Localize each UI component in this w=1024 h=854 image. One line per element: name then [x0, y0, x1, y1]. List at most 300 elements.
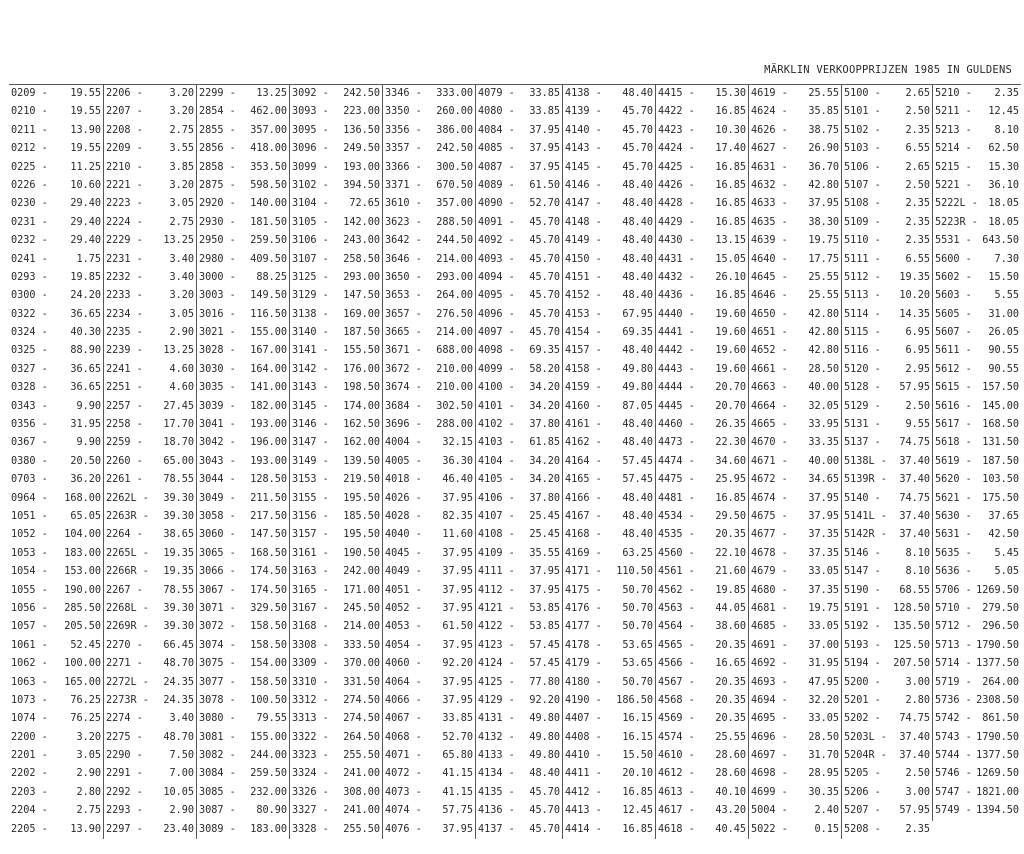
- price-value: 293.00: [436, 271, 473, 283]
- price-value: 3.85: [169, 161, 194, 173]
- price-value: 302.50: [436, 400, 473, 412]
- article-number: 4568 -: [658, 694, 695, 706]
- price-value: 158.50: [250, 639, 287, 651]
- price-row: [9, 508, 103, 526]
- price-row: [197, 765, 289, 783]
- price-row: [842, 361, 932, 379]
- price-value: 386.00: [436, 124, 473, 136]
- article-number: 4064 -: [385, 676, 422, 688]
- price-row: [656, 674, 748, 692]
- price-row: [656, 655, 748, 673]
- price-value: 20.70: [715, 382, 746, 394]
- price-row: [749, 582, 841, 600]
- price-row: [749, 526, 841, 544]
- price-row: [933, 471, 1021, 489]
- price-value: 19.35: [899, 271, 930, 283]
- price-row: [197, 692, 289, 710]
- price-value: 116.50: [250, 308, 287, 320]
- price-row: [197, 545, 289, 563]
- price-row: [104, 379, 196, 397]
- article-number: 3149 -: [292, 455, 329, 467]
- article-number: 1061 -: [11, 639, 48, 651]
- price-row: [563, 637, 655, 655]
- price-value: 48.40: [622, 253, 653, 265]
- price-value: 2.95: [905, 363, 930, 375]
- price-value: 49.80: [622, 363, 653, 375]
- article-number: 0367 -: [11, 437, 48, 449]
- article-number: 4697 -: [751, 750, 788, 762]
- price-row: [9, 195, 103, 213]
- price-value: 2.35: [994, 88, 1019, 99]
- article-number: 4151 -: [565, 271, 602, 283]
- article-number: 4535 -: [658, 529, 695, 541]
- price-value: 45.70: [622, 106, 653, 118]
- price-value: 77.80: [529, 676, 560, 688]
- price-value: 48.40: [622, 198, 653, 210]
- article-number: 5612 -: [935, 363, 972, 375]
- price-value: 28.60: [715, 768, 746, 780]
- price-value: 37.95: [529, 161, 560, 173]
- article-number: 4105 -: [478, 474, 515, 486]
- price-row: [383, 692, 475, 710]
- article-number: 4103 -: [478, 437, 515, 449]
- price-row: [842, 784, 932, 802]
- price-row: [749, 802, 841, 820]
- article-number: 4443 -: [658, 363, 695, 375]
- price-value: 48.40: [622, 510, 653, 522]
- price-row: [9, 379, 103, 397]
- article-number: 0210 -: [11, 106, 48, 118]
- price-value: 255.50: [343, 750, 380, 762]
- article-number: 5208 -: [844, 823, 881, 835]
- article-number: 4441 -: [658, 327, 695, 339]
- article-number: 3165 -: [292, 584, 329, 596]
- price-row: [563, 784, 655, 802]
- price-row: [290, 398, 382, 416]
- price-row: [197, 655, 289, 673]
- price-value: 34.65: [808, 474, 839, 486]
- price-value: 2.80: [905, 694, 930, 706]
- price-value: 11.60: [442, 529, 473, 541]
- article-number: 2260 -: [106, 455, 143, 467]
- price-value: 19.60: [715, 363, 746, 375]
- article-number: 3653 -: [385, 290, 422, 302]
- price-row: [290, 582, 382, 600]
- price-row: [383, 526, 475, 544]
- price-value: 288.50: [436, 216, 473, 228]
- price-row: [197, 600, 289, 618]
- price-row: [104, 545, 196, 563]
- price-row: [104, 563, 196, 581]
- price-value: 29.50: [715, 510, 746, 522]
- price-value: 259.50: [250, 768, 287, 780]
- price-row: [104, 214, 196, 232]
- article-number: 4413 -: [565, 805, 602, 817]
- article-number: 4066 -: [385, 694, 422, 706]
- price-value: 45.70: [529, 308, 560, 320]
- price-value: 48.70: [163, 658, 194, 670]
- article-number: 4175 -: [565, 584, 602, 596]
- price-row: [563, 416, 655, 434]
- price-row: [476, 765, 562, 783]
- article-number: 4563 -: [658, 602, 695, 614]
- price-value: 1377.50: [976, 750, 1019, 762]
- price-value: 182.00: [250, 400, 287, 412]
- price-row: [749, 600, 841, 618]
- price-value: 2.75: [169, 216, 194, 228]
- article-number: 5207 -: [844, 805, 881, 817]
- price-value: 48.40: [622, 492, 653, 504]
- price-row: [933, 159, 1021, 177]
- price-value: 34.60: [715, 455, 746, 467]
- price-value: 3.20: [169, 179, 194, 191]
- price-row: [563, 85, 655, 103]
- price-value: 21.60: [715, 566, 746, 578]
- price-row: [749, 214, 841, 232]
- price-value: 39.30: [163, 510, 194, 522]
- article-number: 1054 -: [11, 566, 48, 578]
- price-value: 244.50: [436, 235, 473, 247]
- article-number: 2235 -: [106, 327, 143, 339]
- price-value: 90.55: [988, 363, 1019, 375]
- price-row: [476, 821, 562, 839]
- price-row: [656, 637, 748, 655]
- article-number: 4567 -: [658, 676, 695, 688]
- price-value: 409.50: [250, 253, 287, 265]
- price-row: [290, 545, 382, 563]
- price-row: [104, 710, 196, 728]
- price-value: 16.85: [715, 161, 746, 173]
- article-number: 5221 -: [935, 179, 972, 191]
- price-value: 37.95: [442, 566, 473, 578]
- price-value: 308.00: [343, 786, 380, 798]
- price-column: [655, 85, 748, 839]
- article-number: 2262L -: [106, 492, 149, 504]
- price-row: [656, 545, 748, 563]
- price-row: [197, 324, 289, 342]
- price-row: [9, 416, 103, 434]
- price-row: [476, 251, 562, 269]
- price-value: 149.50: [250, 290, 287, 302]
- price-row: [749, 453, 841, 471]
- price-value: 168.00: [64, 492, 101, 504]
- price-row: [9, 398, 103, 416]
- price-row: [656, 122, 748, 140]
- price-value: 135.50: [893, 621, 930, 633]
- article-number: 4159 -: [565, 382, 602, 394]
- price-value: 214.00: [343, 621, 380, 633]
- article-number: 4052 -: [385, 602, 422, 614]
- price-value: 264.00: [982, 676, 1019, 688]
- price-value: 3.55: [169, 143, 194, 155]
- article-number: 4054 -: [385, 639, 422, 651]
- price-row: [290, 747, 382, 765]
- price-row: [749, 508, 841, 526]
- article-number: 4442 -: [658, 345, 695, 357]
- article-number: 4407 -: [565, 713, 602, 725]
- price-row: [383, 765, 475, 783]
- price-value: 154.00: [250, 658, 287, 670]
- price-value: 4.60: [169, 363, 194, 375]
- price-row: [290, 103, 382, 121]
- price-row: [197, 453, 289, 471]
- price-value: 38.75: [808, 124, 839, 136]
- price-row: [197, 784, 289, 802]
- price-value: 16.85: [715, 216, 746, 228]
- price-value: 8.10: [905, 547, 930, 559]
- price-row: [933, 765, 1021, 783]
- price-row: [290, 453, 382, 471]
- price-row: [563, 453, 655, 471]
- price-value: 19.85: [70, 271, 101, 283]
- price-row: [197, 379, 289, 397]
- price-value: 4.60: [169, 382, 194, 394]
- article-number: 2293 -: [106, 805, 143, 817]
- price-value: 6.55: [905, 143, 930, 155]
- price-row: [383, 287, 475, 305]
- article-number: 5101 -: [844, 106, 881, 118]
- price-row: [933, 379, 1021, 397]
- price-row: [476, 103, 562, 121]
- article-number: 4460 -: [658, 419, 695, 431]
- price-row: [656, 618, 748, 636]
- price-value: 293.00: [343, 271, 380, 283]
- article-number: 4411 -: [565, 768, 602, 780]
- price-row: [842, 177, 932, 195]
- price-value: 22.30: [715, 437, 746, 449]
- price-value: 214.00: [436, 253, 473, 265]
- price-value: 74.75: [899, 713, 930, 725]
- price-row: [383, 582, 475, 600]
- price-value: 48.40: [622, 271, 653, 283]
- article-number: 4423 -: [658, 124, 695, 136]
- price-value: 145.00: [982, 400, 1019, 412]
- price-row: [563, 287, 655, 305]
- price-row: [656, 784, 748, 802]
- article-number: 3168 -: [292, 621, 329, 633]
- article-number: 2291 -: [106, 768, 143, 780]
- article-number: 4663 -: [751, 382, 788, 394]
- price-value: 12.45: [622, 805, 653, 817]
- price-row: [9, 269, 103, 287]
- price-value: 65.00: [163, 455, 194, 467]
- article-number: 5620 -: [935, 474, 972, 486]
- price-row: [842, 545, 932, 563]
- price-value: 162.00: [343, 437, 380, 449]
- article-number: 4481 -: [658, 492, 695, 504]
- article-number: 2203 -: [11, 786, 48, 798]
- price-value: 241.00: [343, 805, 380, 817]
- price-value: 175.50: [982, 492, 1019, 504]
- price-value: 67.95: [622, 308, 653, 320]
- price-row: [290, 342, 382, 360]
- price-value: 2.50: [905, 106, 930, 118]
- price-value: 49.80: [529, 731, 560, 743]
- article-number: 3087 -: [199, 805, 236, 817]
- price-value: 103.50: [982, 474, 1019, 486]
- price-row: [842, 306, 932, 324]
- article-number: 3157 -: [292, 529, 329, 541]
- price-row: [383, 434, 475, 452]
- price-row: [842, 821, 932, 839]
- article-number: 4028 -: [385, 510, 422, 522]
- article-number: 1053 -: [11, 547, 48, 559]
- price-row: [842, 471, 932, 489]
- article-number: 3000 -: [199, 271, 236, 283]
- article-number: 4692 -: [751, 658, 788, 670]
- price-value: 19.75: [808, 235, 839, 247]
- price-value: 38.30: [808, 216, 839, 228]
- price-value: 185.50: [343, 510, 380, 522]
- article-number: 3312 -: [292, 694, 329, 706]
- article-number: 4176 -: [565, 602, 602, 614]
- price-row: [476, 674, 562, 692]
- article-number: 4051 -: [385, 584, 422, 596]
- article-number: 4165 -: [565, 474, 602, 486]
- article-number: 3324 -: [292, 768, 329, 780]
- article-number: 4569 -: [658, 713, 695, 725]
- article-number: 5746 -: [935, 768, 972, 780]
- article-number: 4161 -: [565, 419, 602, 431]
- price-value: 45.70: [529, 290, 560, 302]
- price-row: [842, 710, 932, 728]
- price-row: [476, 342, 562, 360]
- article-number: 4138 -: [565, 88, 602, 99]
- price-value: 10.20: [899, 290, 930, 302]
- price-row: [104, 324, 196, 342]
- price-row: [933, 434, 1021, 452]
- price-row: [749, 177, 841, 195]
- price-value: 20.70: [715, 400, 746, 412]
- price-value: 195.50: [343, 529, 380, 541]
- article-number: 4157 -: [565, 345, 602, 357]
- price-row: [933, 508, 1021, 526]
- price-value: 33.85: [442, 713, 473, 725]
- price-row: [9, 159, 103, 177]
- price-value: 2.50: [905, 179, 930, 191]
- price-value: 6.55: [905, 253, 930, 265]
- article-number: 4093 -: [478, 253, 515, 265]
- article-number: 3146 -: [292, 419, 329, 431]
- price-value: 155.50: [343, 345, 380, 357]
- price-value: 37.80: [529, 419, 560, 431]
- price-row: [9, 563, 103, 581]
- price-value: 68.55: [899, 584, 930, 596]
- article-number: 4049 -: [385, 566, 422, 578]
- price-value: 63.25: [622, 547, 653, 559]
- price-row: [9, 600, 103, 618]
- article-number: 5607 -: [935, 327, 972, 339]
- article-number: 4099 -: [478, 363, 515, 375]
- price-value: 187.50: [982, 455, 1019, 467]
- price-row: [656, 821, 748, 839]
- price-value: 244.00: [250, 750, 287, 762]
- article-number: 3125 -: [292, 271, 329, 283]
- article-number: 2221 -: [106, 179, 143, 191]
- article-number: 1062 -: [11, 658, 48, 670]
- price-row: [749, 692, 841, 710]
- article-number: 5112 -: [844, 271, 881, 283]
- price-row: [656, 103, 748, 121]
- article-number: 4123 -: [478, 639, 515, 651]
- article-number: 2207 -: [106, 106, 143, 118]
- article-number: 4664 -: [751, 400, 788, 412]
- price-value: 20.35: [715, 676, 746, 688]
- article-number: 3650 -: [385, 271, 422, 283]
- price-row: [383, 655, 475, 673]
- price-value: 140.00: [250, 198, 287, 210]
- price-row: [104, 582, 196, 600]
- article-number: 3309 -: [292, 658, 329, 670]
- price-column: [103, 85, 196, 839]
- price-value: 2.35: [905, 216, 930, 228]
- price-row: [563, 582, 655, 600]
- price-value: 7.30: [994, 253, 1019, 265]
- price-value: 462.00: [250, 106, 287, 118]
- price-value: 155.00: [250, 327, 287, 339]
- price-value: 53.65: [622, 639, 653, 651]
- article-number: 4092 -: [478, 235, 515, 247]
- price-row: [197, 471, 289, 489]
- article-number: 4440 -: [658, 308, 695, 320]
- article-number: 5714 -: [935, 658, 972, 670]
- price-row: [104, 251, 196, 269]
- article-number: 2206 -: [106, 88, 143, 99]
- article-number: 4108 -: [478, 529, 515, 541]
- price-row: [656, 140, 748, 158]
- article-number: 2269R -: [106, 621, 149, 633]
- article-number: 2854 -: [199, 106, 236, 118]
- price-row: [383, 232, 475, 250]
- price-row: [933, 140, 1021, 158]
- price-row: [383, 269, 475, 287]
- price-value: 37.40: [899, 474, 930, 486]
- article-number: 3156 -: [292, 510, 329, 522]
- article-number: 2265L -: [106, 547, 149, 559]
- article-number: 4677 -: [751, 529, 788, 541]
- price-row: [476, 214, 562, 232]
- article-number: 1073 -: [11, 694, 48, 706]
- price-value: 210.00: [436, 363, 473, 375]
- price-value: 44.05: [715, 602, 746, 614]
- article-number: 0209 -: [11, 88, 48, 99]
- article-number: 3346 -: [385, 88, 422, 99]
- price-row: [104, 122, 196, 140]
- article-number: 1052 -: [11, 529, 48, 541]
- price-value: 34.20: [529, 382, 560, 394]
- price-row: [476, 655, 562, 673]
- price-row: [9, 821, 103, 839]
- price-value: 52.45: [70, 639, 101, 651]
- article-number: 4145 -: [565, 161, 602, 173]
- article-number: 3665 -: [385, 327, 422, 339]
- price-row: [104, 821, 196, 839]
- price-value: 52.70: [529, 198, 560, 210]
- price-row: [9, 729, 103, 747]
- price-row: [383, 306, 475, 324]
- price-value: 205.50: [64, 621, 101, 633]
- price-row: [476, 490, 562, 508]
- price-row: [104, 600, 196, 618]
- article-number: 3039 -: [199, 400, 236, 412]
- article-number: 2209 -: [106, 143, 143, 155]
- price-value: 2.90: [169, 327, 194, 339]
- article-number: 0225 -: [11, 161, 48, 173]
- price-value: 418.00: [250, 143, 287, 155]
- price-row: [476, 563, 562, 581]
- price-value: 207.50: [893, 658, 930, 670]
- price-row: [290, 710, 382, 728]
